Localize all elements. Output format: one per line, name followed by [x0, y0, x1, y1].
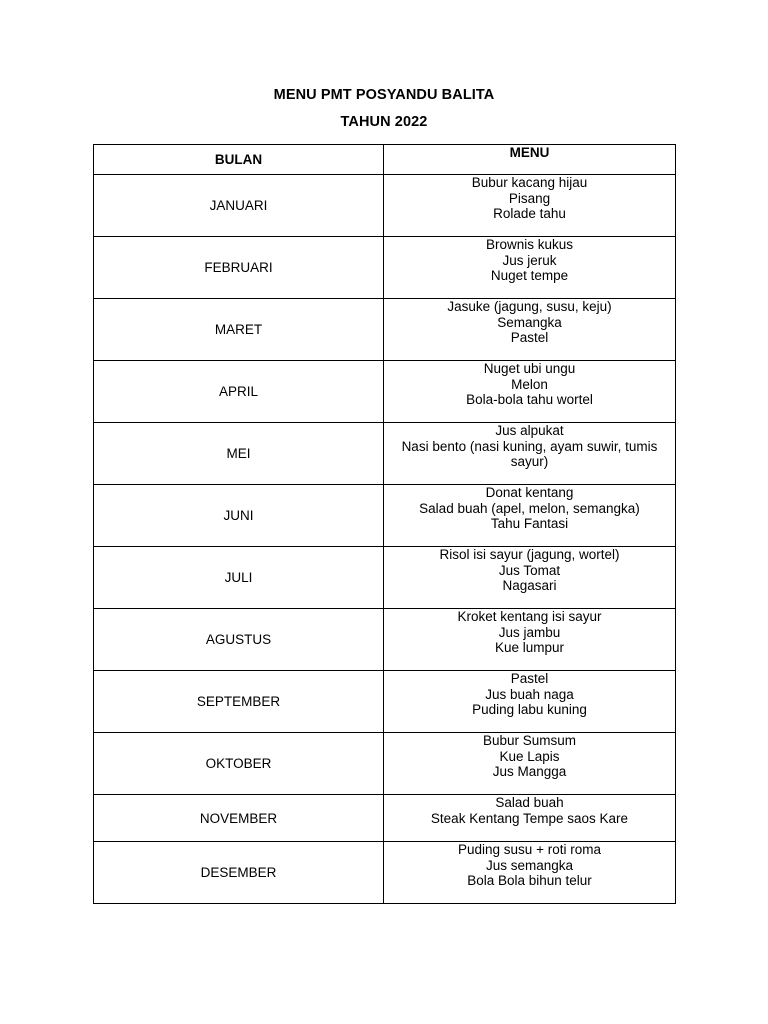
menu-item: Salad buah (apel, melon, semangka): [419, 500, 640, 516]
menu-item: Jasuke (jagung, susu, keju): [447, 299, 612, 314]
menu-item: Semangka: [497, 314, 562, 330]
table-row: [94, 795, 676, 842]
column-header-month: BULAN: [94, 145, 384, 175]
menu-item: Jus jambu: [498, 624, 561, 640]
menu-item: Jus semangka: [485, 857, 574, 873]
menu-item: Bola Bola bihun telur: [467, 873, 592, 888]
menu-cell: [384, 361, 676, 423]
month-cell: MARET: [94, 299, 384, 361]
menu-item: Kue Lapis: [499, 748, 560, 764]
month-cell: JANUARI: [94, 175, 384, 237]
menu-item: Jus Tomat: [498, 562, 561, 578]
table-row: [94, 237, 676, 299]
menu-item: Kroket kentang isi sayur: [457, 609, 602, 624]
menu-cell: [384, 485, 676, 547]
menu-item: Pisang: [508, 190, 551, 206]
menu-item: Kue lumpur: [494, 640, 565, 655]
menu-cell: [384, 423, 676, 485]
document-year: TAHUN 2022: [340, 114, 428, 130]
table-row: [94, 299, 676, 361]
menu-item: Brownis kukus: [485, 237, 574, 252]
month-cell: NOVEMBER: [94, 795, 384, 842]
menu-item: Tahu Fantasi: [490, 516, 569, 531]
menu-cell: [384, 733, 676, 795]
menu-item: Risol isi sayur (jagung, wortel): [439, 547, 620, 562]
table-row: [94, 361, 676, 423]
month-cell: SEPTEMBER: [94, 671, 384, 733]
menu-item: Nasi bento (nasi kuning, ayam suwir, tumis sayur): [401, 438, 658, 469]
menu-cell: [384, 609, 676, 671]
menu-item: Pastel: [510, 330, 549, 345]
table-row: [94, 547, 676, 609]
table-row: [94, 733, 676, 795]
menu-item: Bola-bola tahu wortel: [466, 392, 593, 407]
menu-item: Nuget tempe: [490, 268, 569, 283]
month-cell: JULI: [94, 547, 384, 609]
menu-item: Salad buah: [495, 795, 564, 810]
menu-item: Puding labu kuning: [472, 702, 587, 717]
month-cell: AGUSTUS: [94, 609, 384, 671]
table-row: [94, 609, 676, 671]
menu-cell: [384, 547, 676, 609]
document-title: MENU PMT POSYANDU BALITA: [273, 87, 495, 103]
menu-item: Jus alpukat: [495, 423, 564, 438]
menu-item: Nuget ubi ungu: [483, 361, 576, 376]
menu-item: Melon: [511, 376, 548, 392]
menu-cell: [384, 237, 676, 299]
menu-item: Puding susu + roti roma: [458, 842, 601, 857]
menu-item: Rolade tahu: [493, 206, 566, 221]
column-header-menu: MENU: [384, 145, 676, 175]
menu-item: Pastel: [510, 671, 549, 686]
month-cell: FEBRUARI: [94, 237, 384, 299]
menu-item: Jus buah naga: [485, 686, 574, 702]
menu-cell: [384, 671, 676, 733]
menu-table: [93, 144, 676, 904]
menu-item: Jus jeruk: [502, 252, 557, 268]
menu-item: Steak Kentang Tempe saos Kare: [430, 810, 629, 826]
table-row: [94, 842, 676, 904]
month-cell: APRIL: [94, 361, 384, 423]
menu-item: Jus Mangga: [492, 764, 567, 779]
month-cell: JUNI: [94, 485, 384, 547]
month-cell: MEI: [94, 423, 384, 485]
menu-item: Nagasari: [502, 578, 557, 593]
table-body: [94, 175, 676, 904]
table-row: [94, 175, 676, 237]
menu-cell: [384, 299, 676, 361]
table-row: [94, 671, 676, 733]
menu-cell: [384, 795, 676, 842]
menu-item: Bubur kacang hijau: [471, 175, 588, 190]
month-cell: DESEMBER: [94, 842, 384, 904]
month-cell: OKTOBER: [94, 733, 384, 795]
menu-cell: [384, 842, 676, 904]
menu-item: Bubur Sumsum: [482, 733, 577, 748]
table-row: [94, 423, 676, 485]
menu-item: Donat kentang: [485, 485, 574, 500]
table-header-row: [94, 145, 676, 175]
menu-cell: [384, 175, 676, 237]
table-row: [94, 485, 676, 547]
